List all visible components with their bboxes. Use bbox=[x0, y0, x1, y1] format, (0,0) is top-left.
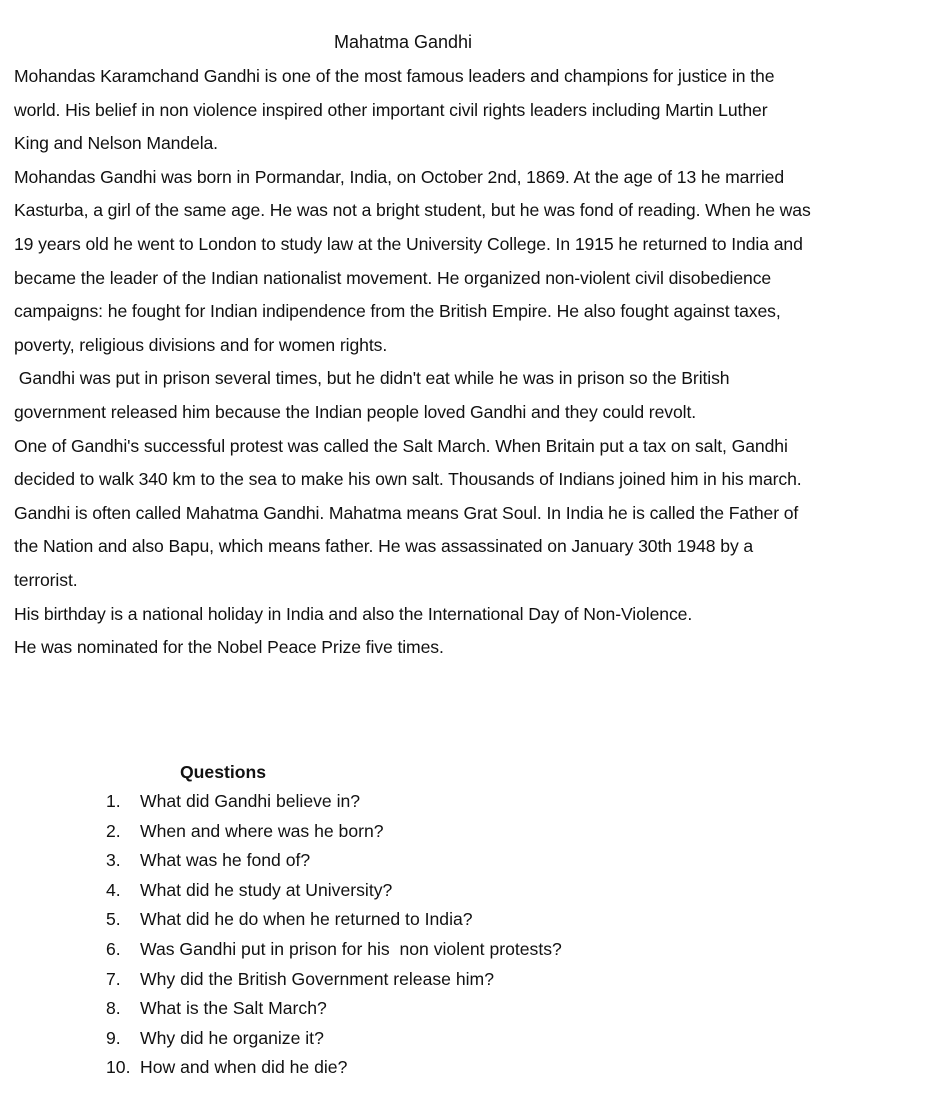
body-line: campaigns: he fought for Indian indipendence from the British Empire. He also fought against taxes, bbox=[14, 301, 781, 322]
question-text: When and where was he born? bbox=[140, 820, 384, 841]
question-item bbox=[106, 965, 562, 995]
question-number: 10. bbox=[106, 1057, 131, 1078]
body-line: the Nation and also Bapu, which means father. He was assassinated on January 30th 1948 by a bbox=[14, 536, 754, 557]
question-number: 3. bbox=[106, 850, 121, 871]
question-item bbox=[106, 1053, 562, 1083]
body-line: Gandhi was put in prison several times, but he didn't eat while he was in prison so the British bbox=[14, 368, 730, 389]
body-line: Gandhi is often called Mahatma Gandhi. Mahatma means Grat Soul. In India he is called the Father of bbox=[14, 502, 799, 523]
document-body bbox=[14, 60, 914, 665]
question-text: What is the Salt March? bbox=[140, 998, 327, 1019]
body-line: Kasturba, a girl of the same age. He was not a bright student, but he was fond of reading. When he was bbox=[14, 200, 811, 221]
body-line: government released him because the Indian people loved Gandhi and they could revolt. bbox=[14, 401, 697, 422]
body-line: terrorist. bbox=[14, 569, 78, 590]
body-line: King and Nelson Mandela. bbox=[14, 133, 218, 154]
question-text: Why did the British Government release him? bbox=[140, 968, 494, 989]
body-line: became the leader of the Indian nationalist movement. He organized non-violent civil disobedience bbox=[14, 267, 772, 288]
question-item bbox=[106, 876, 562, 906]
question-number: 4. bbox=[106, 879, 121, 900]
question-text: Why did he organize it? bbox=[140, 1027, 324, 1048]
body-line: One of Gandhi's successful protest was called the Salt March. When Britain put a tax on salt, Gandhi bbox=[14, 435, 788, 456]
question-item bbox=[106, 1024, 562, 1054]
body-line: Mohandas Karamchand Gandhi is one of the most famous leaders and champions for justice in the bbox=[14, 66, 775, 86]
question-text: What did he do when he returned to India? bbox=[140, 909, 473, 930]
question-text: What did he study at University? bbox=[140, 879, 393, 900]
question-item bbox=[106, 905, 562, 935]
body-line: 19 years old he went to London to study law at the University College. In 1915 he returned to India and bbox=[14, 233, 803, 254]
questions-heading: Questions bbox=[180, 762, 267, 782]
question-text: What did Gandhi believe in? bbox=[140, 791, 361, 811]
question-number: 2. bbox=[106, 820, 121, 841]
question-number: 8. bbox=[106, 998, 121, 1019]
body-line: world. His belief in non violence inspired other important civil rights leaders including Martin Luther bbox=[14, 99, 768, 120]
questions-list bbox=[106, 787, 562, 1083]
question-number: 1. bbox=[106, 791, 121, 811]
body-line: poverty, religious divisions and for women rights. bbox=[14, 334, 388, 355]
question-number: 5. bbox=[106, 909, 121, 930]
body-line: Mohandas Gandhi was born in Pormandar, India, on October 2nd, 1869. At the age of 13 he married bbox=[14, 166, 785, 187]
question-number: 6. bbox=[106, 938, 121, 959]
question-number: 7. bbox=[106, 968, 121, 989]
question-text: What was he fond of? bbox=[140, 850, 311, 871]
question-item bbox=[106, 846, 562, 876]
question-item bbox=[106, 787, 562, 817]
body-line: He was nominated for the Nobel Peace Prize five times. bbox=[14, 637, 444, 658]
question-item bbox=[106, 817, 562, 847]
question-text: How and when did he die? bbox=[140, 1057, 348, 1078]
body-line: decided to walk 340 km to the sea to make his own salt. Thousands of Indians joined him in his march. bbox=[14, 469, 802, 490]
question-item bbox=[106, 935, 562, 965]
document-title: Mahatma Gandhi bbox=[333, 32, 473, 52]
body-line: His birthday is a national holiday in India and also the International Day of Non-Violence. bbox=[14, 603, 693, 624]
question-item bbox=[106, 994, 562, 1024]
question-text: Was Gandhi put in prison for his non violent protests? bbox=[140, 938, 562, 959]
question-number: 9. bbox=[106, 1027, 121, 1048]
